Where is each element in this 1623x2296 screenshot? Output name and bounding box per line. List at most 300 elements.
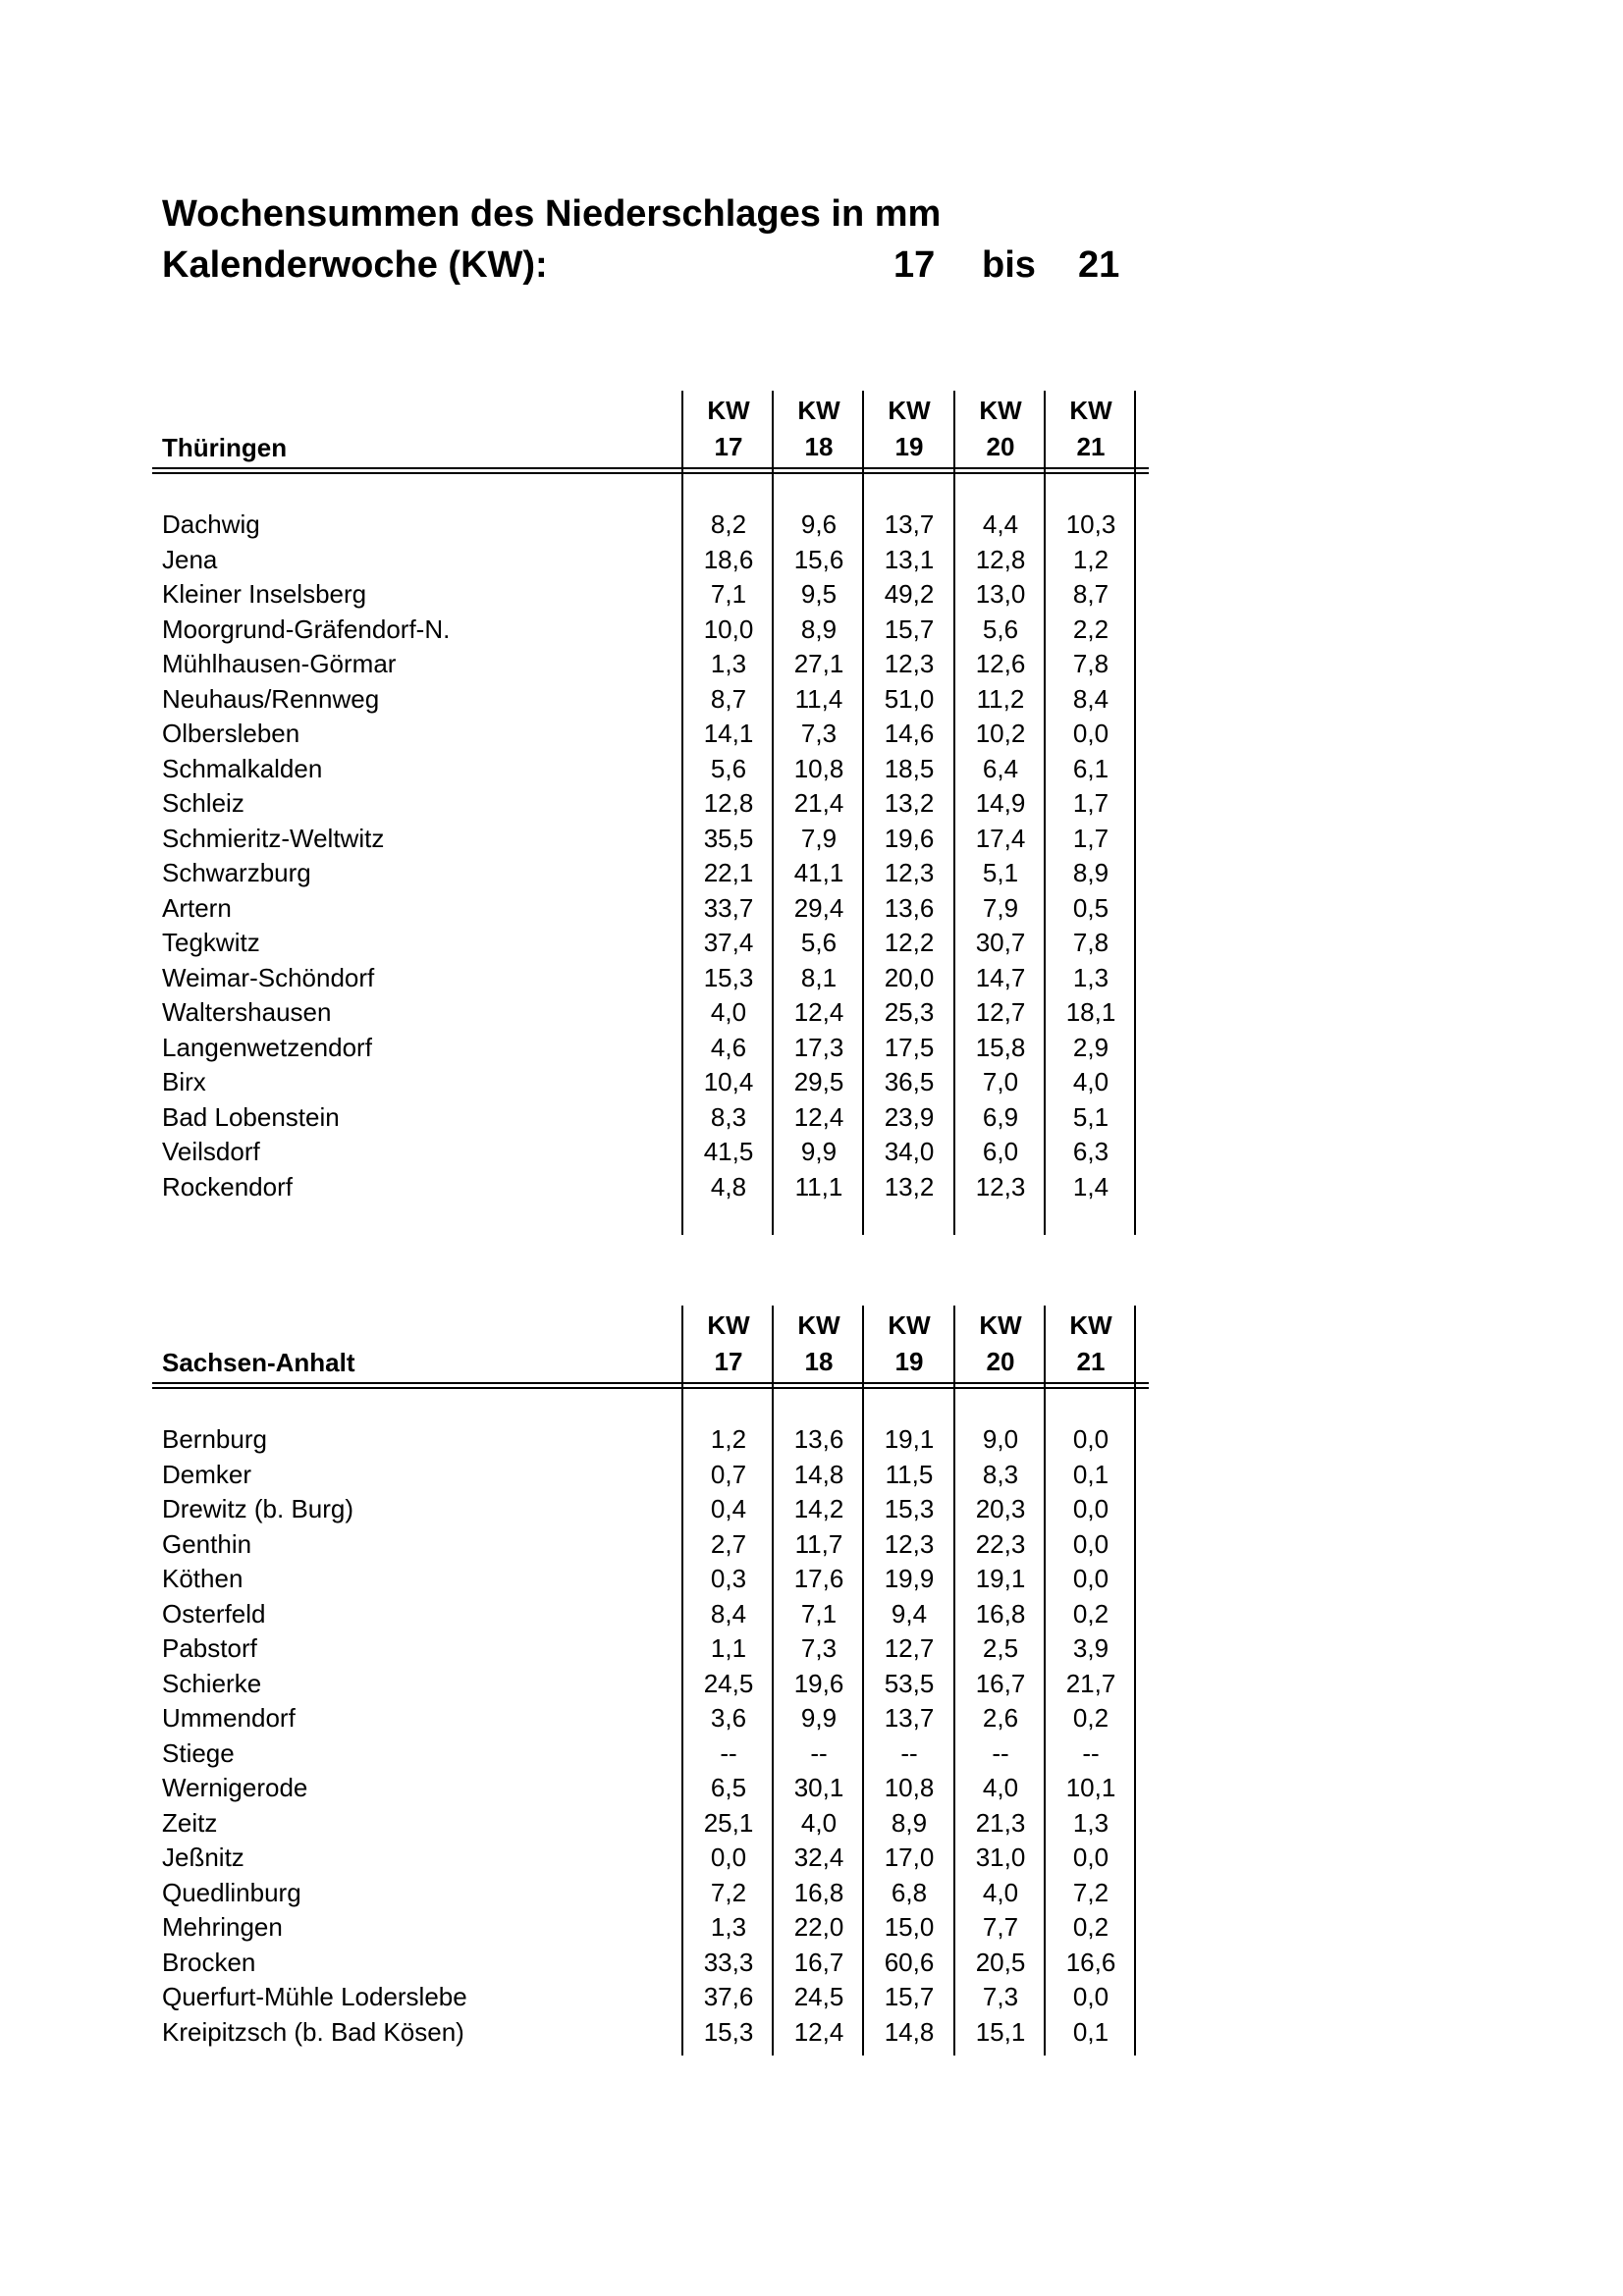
precip-value: 11,1 — [794, 1171, 843, 1201]
station-name: Wernigerode — [162, 1773, 308, 1802]
station-name: Drewitz (b. Burg) — [162, 1494, 354, 1523]
week-header-label: KW — [979, 396, 1022, 425]
precip-value: 37,4 — [703, 928, 754, 957]
precip-value: 14,7 — [975, 962, 1026, 992]
table-body — [152, 1421, 1149, 2049]
table-row — [152, 1526, 1149, 1562]
table-row — [152, 751, 1149, 786]
week-header-label: KW — [797, 1310, 840, 1340]
table-row — [152, 1099, 1149, 1135]
precip-value: 12,7 — [884, 1633, 935, 1663]
week-column-header — [774, 393, 864, 465]
week-column-header — [774, 1308, 864, 1380]
precip-value: 5,6 — [982, 614, 1019, 644]
precip-value: 10,4 — [703, 1067, 754, 1096]
table-row — [152, 1561, 1149, 1596]
precip-value: 9,9 — [800, 1137, 838, 1166]
precip-value: 9,0 — [982, 1424, 1019, 1454]
precip-value: 6,0 — [982, 1137, 1019, 1166]
station-name: Genthin — [162, 1528, 252, 1559]
table-row — [152, 507, 1149, 542]
precip-value: 29,5 — [793, 1067, 844, 1096]
precip-value: 8,3 — [710, 1101, 747, 1132]
precip-value: 1,7 — [1072, 788, 1109, 818]
table-row — [152, 1805, 1149, 1841]
precip-value: 2,6 — [982, 1703, 1019, 1733]
precip-value: 5,1 — [982, 858, 1019, 887]
precip-value: 12,4 — [793, 1101, 844, 1132]
precip-value: 7,7 — [982, 1912, 1019, 1942]
week-header-number: 18 — [804, 432, 834, 461]
precip-value: 0,0 — [1072, 719, 1109, 748]
precip-value: 10,8 — [793, 753, 844, 783]
week-header-number: 19 — [894, 432, 924, 461]
station-name: Jeßnitz — [162, 1842, 244, 1872]
precip-value: 1,3 — [1072, 1807, 1109, 1838]
precip-value: 14,8 — [884, 2016, 935, 2047]
precip-value: 3,9 — [1072, 1633, 1109, 1663]
precip-value: -- — [810, 1737, 828, 1768]
precip-value: 5,6 — [710, 753, 747, 783]
precip-value: 6,5 — [710, 1773, 747, 1802]
week-header-number: 20 — [986, 432, 1015, 461]
station-name: Kreipitzsch (b. Bad Kösen) — [162, 2016, 464, 2047]
precip-value: 15,1 — [975, 2016, 1026, 2047]
precip-value: 49,2 — [884, 579, 935, 609]
precip-value: 9,5 — [800, 579, 838, 609]
precip-value: 11,2 — [976, 683, 1025, 714]
precip-value: 7,8 — [1072, 928, 1109, 957]
precip-value: 22,3 — [975, 1528, 1026, 1559]
precip-value: 14,8 — [793, 1459, 844, 1489]
station-name: Artern — [162, 892, 232, 923]
precip-value: 8,9 — [1072, 858, 1109, 887]
station-name: Tegkwitz — [162, 928, 260, 957]
precip-value: 19,1 — [884, 1424, 935, 1454]
precip-value: 0,2 — [1072, 1703, 1109, 1733]
precip-value: 4,6 — [710, 1032, 747, 1062]
station-name: Schwarzburg — [162, 858, 311, 887]
precip-value: 13,2 — [884, 788, 935, 818]
precip-value: 7,3 — [800, 719, 838, 748]
precip-value: 13,6 — [884, 892, 935, 923]
precip-value: 19,1 — [975, 1564, 1026, 1593]
precip-value: 0,0 — [1072, 1424, 1109, 1454]
precip-value: 19,6 — [793, 1668, 844, 1698]
precip-value: 15,8 — [975, 1032, 1026, 1062]
precip-value: 37,6 — [703, 1982, 754, 2011]
week-header-label: KW — [888, 396, 931, 425]
precip-value: 41,1 — [793, 858, 844, 887]
precip-value: 14,9 — [975, 788, 1026, 818]
precip-value: 15,7 — [884, 1982, 935, 2011]
precip-value: 0,0 — [1072, 1842, 1109, 1872]
precip-value: 17,0 — [884, 1842, 935, 1872]
precip-value: 1,1 — [710, 1633, 747, 1663]
precip-value: 17,5 — [884, 1032, 935, 1062]
precip-value: 16,8 — [975, 1598, 1026, 1629]
precip-value: 53,5 — [884, 1668, 935, 1698]
table-row — [152, 716, 1149, 751]
precip-value: 23,9 — [884, 1101, 935, 1132]
table-row — [152, 2014, 1149, 2050]
precip-value: 22,0 — [793, 1912, 844, 1942]
precip-value: 29,4 — [793, 892, 844, 923]
table-row — [152, 960, 1149, 995]
precip-value: 24,5 — [793, 1982, 844, 2011]
precip-value: -- — [900, 1737, 918, 1768]
table-row — [152, 1421, 1149, 1457]
precip-value: 0,3 — [710, 1564, 747, 1593]
precip-value: 27,1 — [793, 649, 844, 678]
precip-value: 18,6 — [703, 544, 754, 574]
station-name: Schmieritz-Weltwitz — [162, 823, 385, 853]
table-row — [152, 1630, 1149, 1666]
precip-value: 0,2 — [1072, 1598, 1109, 1629]
station-name: Bad Lobenstein — [162, 1101, 340, 1132]
precip-value: 8,9 — [800, 614, 838, 644]
precip-value: 2,7 — [710, 1528, 747, 1559]
station-name: Demker — [162, 1459, 252, 1489]
precip-value: 18,1 — [1065, 997, 1116, 1027]
kw-range-from: 17 — [893, 244, 936, 286]
week-column-header — [683, 393, 774, 465]
table-row — [152, 1457, 1149, 1492]
precip-value: 6,1 — [1072, 753, 1109, 783]
precip-value: 41,5 — [703, 1137, 754, 1166]
table-row — [152, 925, 1149, 960]
precip-value: 0,2 — [1072, 1912, 1109, 1942]
precip-value: 13,1 — [884, 544, 935, 574]
station-name: Brocken — [162, 1947, 256, 1977]
precip-value: 1,3 — [710, 1912, 747, 1942]
precip-value: 0,7 — [710, 1459, 747, 1489]
precip-value: 0,0 — [1072, 1494, 1109, 1523]
precip-value: 7,1 — [710, 579, 747, 609]
precip-value: 10,8 — [884, 1773, 935, 1802]
week-header-number: 21 — [1076, 1347, 1106, 1376]
precip-value: 1,4 — [1072, 1171, 1109, 1201]
table-row — [152, 1666, 1149, 1701]
station-name: Schmalkalden — [162, 753, 323, 783]
precip-value: 21,3 — [975, 1807, 1026, 1838]
precip-value: 0,5 — [1072, 892, 1109, 923]
precip-value: 12,6 — [975, 649, 1026, 678]
table-row — [152, 1596, 1149, 1631]
precip-value: 9,6 — [800, 509, 838, 539]
precip-value: 21,4 — [793, 788, 844, 818]
precip-value: 6,3 — [1072, 1137, 1109, 1166]
table-row — [152, 612, 1149, 647]
precip-value: 4,0 — [800, 1807, 838, 1838]
week-column-header — [1046, 1308, 1136, 1380]
precip-value: 14,6 — [884, 719, 935, 748]
table-row — [152, 1735, 1149, 1771]
table-row — [152, 785, 1149, 821]
table-row — [152, 890, 1149, 926]
precip-value: 18,5 — [884, 753, 935, 783]
table-row — [152, 1030, 1149, 1065]
precip-value: 8,4 — [710, 1598, 747, 1629]
week-header-label: KW — [1069, 396, 1112, 425]
station-name: Langenwetzendorf — [162, 1032, 372, 1062]
precip-value: 33,7 — [703, 892, 754, 923]
station-name: Neuhaus/Rennweg — [162, 683, 380, 714]
precip-value: 14,2 — [793, 1494, 844, 1523]
precip-value: 20,5 — [975, 1947, 1026, 1977]
precip-value: 2,5 — [982, 1633, 1019, 1663]
document-title: Wochensummen des Niederschlages in mm — [162, 193, 942, 235]
week-header-label: KW — [979, 1310, 1022, 1340]
precip-value: 25,3 — [884, 997, 935, 1027]
precip-value: 10,0 — [703, 614, 754, 644]
precip-value: 1,3 — [710, 649, 747, 678]
table-header — [152, 391, 1149, 467]
precip-value: 17,3 — [793, 1032, 844, 1062]
precip-value: 51,0 — [884, 683, 935, 714]
precip-value: 0,4 — [710, 1494, 747, 1523]
station-name: Rockendorf — [162, 1171, 293, 1201]
precip-value: 13,2 — [884, 1171, 935, 1201]
calendar-week-label: Kalenderwoche (KW): — [162, 244, 548, 286]
precip-value: 6,9 — [982, 1101, 1019, 1132]
precip-value: 22,1 — [703, 858, 754, 887]
precip-value: 34,0 — [884, 1137, 935, 1166]
precip-value: 4,0 — [1072, 1067, 1109, 1096]
station-name: Olbersleben — [162, 719, 300, 748]
precip-value: 16,7 — [975, 1668, 1026, 1698]
precip-value: 19,9 — [884, 1564, 935, 1593]
week-header-number: 21 — [1076, 432, 1106, 461]
table-row — [152, 576, 1149, 612]
precip-value: 1,2 — [710, 1424, 747, 1454]
week-header-number: 18 — [804, 1347, 834, 1376]
precip-value: 6,4 — [982, 753, 1019, 783]
precip-value: 4,0 — [982, 1773, 1019, 1802]
precip-value: 12,4 — [793, 997, 844, 1027]
station-name: Mühlhausen-Görmar — [162, 649, 397, 678]
precip-value: 12,8 — [703, 788, 754, 818]
table-row — [152, 1945, 1149, 1980]
table-thueringen — [152, 391, 1149, 1235]
precip-value: 12,3 — [884, 649, 935, 678]
header-double-rule — [152, 1382, 1149, 1384]
precip-value: 8,1 — [800, 962, 838, 992]
precip-value: 8,7 — [1072, 579, 1109, 609]
precip-value: 8,3 — [982, 1459, 1019, 1489]
station-name: Moorgrund-Gräfendorf-N. — [162, 614, 451, 644]
precip-value: 19,6 — [884, 823, 935, 853]
station-name: Kleiner Inselsberg — [162, 579, 367, 609]
precip-value: 30,1 — [793, 1773, 844, 1802]
precip-value: 21,7 — [1065, 1668, 1116, 1698]
precip-value: 12,4 — [793, 2016, 844, 2047]
precip-value: 15,3 — [884, 1494, 935, 1523]
week-header-label: KW — [797, 396, 840, 425]
table-row — [152, 1064, 1149, 1099]
precip-value: 7,3 — [800, 1633, 838, 1663]
precip-value: -- — [1082, 1737, 1100, 1768]
table-sachsen-anhalt — [152, 1306, 1149, 2056]
precip-value: 14,1 — [703, 719, 754, 748]
precip-value: 12,7 — [975, 997, 1026, 1027]
precip-value: 24,5 — [703, 1668, 754, 1698]
station-name: Birx — [162, 1067, 206, 1096]
precip-value: 9,4 — [891, 1598, 928, 1629]
precip-value: 6,8 — [891, 1877, 928, 1907]
table-row — [152, 1909, 1149, 1945]
week-column-header — [1046, 393, 1136, 465]
header-double-rule — [152, 467, 1149, 469]
week-header-label: KW — [1069, 1310, 1112, 1340]
precip-value: 17,6 — [793, 1564, 844, 1593]
table-row — [152, 1700, 1149, 1735]
table-row — [152, 1840, 1149, 1875]
week-header-number: 17 — [714, 432, 743, 461]
precip-value: 4,0 — [710, 997, 747, 1027]
region-heading: Sachsen-Anhalt — [162, 1348, 355, 1377]
precip-value: 20,3 — [975, 1494, 1026, 1523]
precip-value: 17,4 — [975, 823, 1026, 853]
precip-value: 2,2 — [1072, 614, 1109, 644]
precip-value: 8,9 — [891, 1807, 928, 1838]
precip-value: 15,3 — [703, 2016, 754, 2047]
station-name: Veilsdorf — [162, 1137, 260, 1166]
table-row — [152, 821, 1149, 856]
precip-value: 1,3 — [1072, 962, 1109, 992]
precip-value: -- — [720, 1737, 737, 1768]
header-double-rule — [152, 1387, 1149, 1389]
precip-value: 3,6 — [710, 1703, 747, 1733]
station-name: Schierke — [162, 1668, 262, 1698]
precip-value: 7,0 — [982, 1067, 1019, 1096]
precip-value: 1,7 — [1072, 823, 1109, 853]
precip-value: 4,4 — [982, 509, 1019, 539]
precip-value: 1,2 — [1072, 544, 1109, 574]
table-row — [152, 1169, 1149, 1204]
station-name: Pabstorf — [162, 1633, 257, 1663]
week-column-header — [864, 1308, 954, 1380]
precip-value: 12,3 — [884, 1528, 935, 1559]
station-name: Köthen — [162, 1564, 243, 1593]
station-name: Ummendorf — [162, 1703, 296, 1733]
table-header — [152, 1306, 1149, 1382]
precip-value: 36,5 — [884, 1067, 935, 1096]
precip-value: 8,2 — [710, 509, 747, 539]
precip-value: 7,8 — [1072, 649, 1109, 678]
table-row — [152, 681, 1149, 717]
precip-value: 0,0 — [710, 1842, 747, 1872]
precip-value: 15,6 — [793, 544, 844, 574]
precip-value: 4,8 — [710, 1171, 747, 1201]
precip-value: 25,1 — [703, 1807, 754, 1838]
precip-value: 12,3 — [975, 1171, 1026, 1201]
precip-value: 31,0 — [975, 1842, 1026, 1872]
precip-value: 0,0 — [1072, 1982, 1109, 2011]
station-name: Schleiz — [162, 788, 244, 818]
week-column-header — [955, 393, 1046, 465]
station-name: Dachwig — [162, 509, 260, 539]
station-name: Jena — [162, 544, 218, 574]
precip-value: 11,7 — [794, 1528, 843, 1559]
station-name: Waltershausen — [162, 997, 332, 1027]
station-name: Weimar-Schöndorf — [162, 962, 375, 992]
precip-value: 7,2 — [1072, 1877, 1109, 1907]
table-row — [152, 542, 1149, 577]
station-name: Bernburg — [162, 1424, 267, 1454]
precip-value: 9,9 — [800, 1703, 838, 1733]
precip-value: 0,1 — [1072, 2016, 1109, 2047]
precip-value: 5,1 — [1072, 1101, 1109, 1132]
table-row — [152, 855, 1149, 890]
precip-value: 11,5 — [885, 1459, 934, 1489]
precip-value: 13,7 — [884, 1703, 935, 1733]
kw-range-to: 21 — [1078, 244, 1120, 286]
precip-value: 12,3 — [884, 858, 935, 887]
precip-value: 7,9 — [982, 892, 1019, 923]
week-column-header — [683, 1308, 774, 1380]
table-row — [152, 1979, 1149, 2014]
precip-value: 0,0 — [1072, 1528, 1109, 1559]
precip-value: 10,1 — [1065, 1773, 1116, 1802]
week-column-header — [955, 1308, 1046, 1380]
precip-value: 15,3 — [703, 962, 754, 992]
week-header-number: 19 — [894, 1347, 924, 1376]
precip-value: 35,5 — [703, 823, 754, 853]
region-heading: Thüringen — [162, 433, 288, 462]
station-name: Quedlinburg — [162, 1877, 301, 1907]
precip-value: -- — [992, 1737, 1009, 1768]
header-double-rule — [152, 472, 1149, 474]
station-name: Mehringen — [162, 1912, 283, 1942]
station-name: Querfurt-Mühle Loderslebe — [162, 1982, 467, 2011]
precip-value: 8,4 — [1072, 683, 1109, 714]
week-header-number: 17 — [714, 1347, 743, 1376]
precip-value: 15,7 — [884, 614, 935, 644]
table-row — [152, 1770, 1149, 1805]
precip-value: 2,9 — [1072, 1032, 1109, 1062]
precip-value: 32,4 — [793, 1842, 844, 1872]
precip-value: 30,7 — [975, 928, 1026, 957]
table-row — [152, 1875, 1149, 1910]
precip-value: 60,6 — [884, 1947, 935, 1977]
station-name: Zeitz — [162, 1807, 218, 1838]
precip-value: 0,1 — [1072, 1459, 1109, 1489]
precip-value: 12,8 — [975, 544, 1026, 574]
kw-range-separator: bis — [982, 244, 1036, 286]
table-row — [152, 1491, 1149, 1526]
precip-value: 0,0 — [1072, 1564, 1109, 1593]
station-name: Osterfeld — [162, 1598, 266, 1629]
precip-value: 16,6 — [1065, 1947, 1116, 1977]
precip-value: 4,0 — [982, 1877, 1019, 1907]
table-row — [152, 1134, 1149, 1169]
week-column-header — [864, 393, 954, 465]
precip-value: 5,6 — [800, 928, 838, 957]
precip-value: 8,7 — [710, 683, 747, 714]
precip-value: 20,0 — [884, 962, 935, 992]
precip-value: 7,1 — [800, 1598, 838, 1629]
precip-value: 13,6 — [793, 1424, 844, 1454]
precip-value: 15,0 — [884, 1912, 935, 1942]
station-name: Stiege — [162, 1737, 235, 1768]
week-header-label: KW — [707, 396, 750, 425]
precip-value: 33,3 — [703, 1947, 754, 1977]
table-row — [152, 994, 1149, 1030]
precip-value: 10,2 — [975, 719, 1026, 748]
week-header-number: 20 — [986, 1347, 1015, 1376]
precip-value: 10,3 — [1065, 509, 1116, 539]
